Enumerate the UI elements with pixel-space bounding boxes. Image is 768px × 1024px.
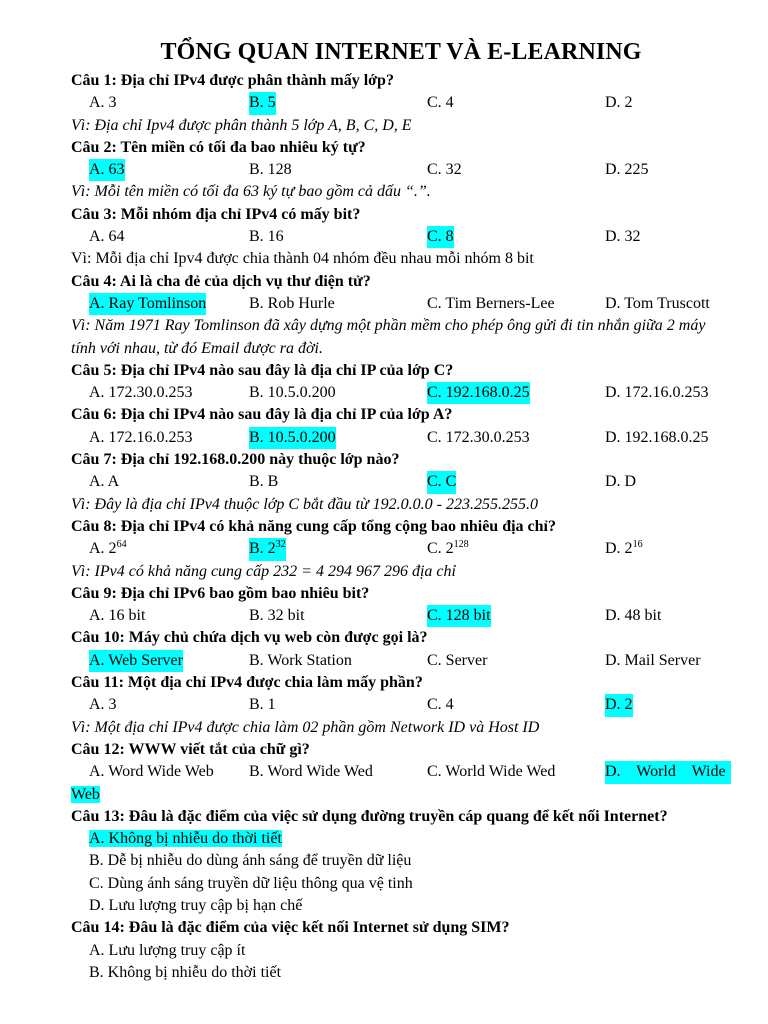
option-a[interactable]: A. Word Wide Web: [89, 763, 214, 781]
option-base: B. 2: [249, 540, 276, 558]
explanation: Vì: Địa chỉ Ipv4 được phân thành 5 lớp A, B, C, D, E: [71, 116, 412, 134]
option-c-correct[interactable]: C. 8: [427, 226, 454, 248]
option-a[interactable]: A. 3: [89, 696, 117, 714]
option-d[interactable]: D. 192.168.0.25: [605, 428, 709, 446]
option-a-correct[interactable]: A. Web Server: [89, 650, 183, 672]
question-10: Câu 10: Máy chủ chứa dịch vụ web còn được gọi là?: [71, 629, 428, 647]
options-row: [71, 92, 731, 114]
option-a[interactable]: A. Lưu lượng truy cập ít: [89, 941, 246, 959]
explanation: Vì: Đây là địa chỉ IPv4 thuộc lớp C bắt đầu từ 192.0.0.0 - 223.255.255.0: [71, 495, 538, 513]
question-4: Câu 4: Ai là cha đẻ của dịch vụ thư điện tử?: [71, 272, 371, 290]
option-a-row: [71, 828, 731, 850]
option-d[interactable]: D. D: [605, 473, 637, 491]
option-d[interactable]: D. Lưu lượng truy cập bị hạn chế: [89, 896, 303, 914]
question-7: Câu 7: Địa chỉ 192.168.0.200 này thuộc lớp nào?: [71, 451, 400, 469]
option-a[interactable]: A. 64: [89, 228, 125, 246]
option-d[interactable]: D. 172.16.0.253: [605, 384, 709, 402]
option-base: C. 2: [427, 540, 454, 558]
options-row: [71, 293, 731, 315]
option-d[interactable]: D. 32: [605, 228, 641, 246]
question-8: Câu 8: Địa chỉ IPv4 có khả năng cung cấp tổng cộng bao nhiêu địa chỉ?: [71, 517, 556, 535]
option-d[interactable]: D. Tom Truscott: [605, 294, 710, 312]
options-row: [71, 761, 731, 783]
question-11: Câu 11: Một địa chỉ IPv4 được chia làm mấy phần?: [71, 674, 423, 692]
option-a[interactable]: A. A: [89, 473, 120, 491]
option-d[interactable]: [605, 538, 643, 560]
option-a[interactable]: A. 172.30.0.253: [89, 384, 193, 402]
option-b[interactable]: B. Word Wide Wed: [249, 763, 373, 781]
question-1: Câu 1: Địa chỉ IPv4 được phân thành mấy lớp?: [71, 72, 394, 89]
option-base: A. 2: [89, 540, 117, 558]
explanation-line-2: tính với nhau, từ đó Email được ra đời.: [71, 339, 323, 357]
question-2: Câu 2: Tên miền có tối đa bao nhiêu ký tự?: [71, 138, 366, 156]
option-c[interactable]: C. 172.30.0.253: [427, 428, 530, 446]
option-c[interactable]: C. 32: [427, 161, 462, 179]
options-row: [71, 427, 731, 449]
explanation: Vì: IPv4 có khả năng cung cấp 232 = 4 294 967 296 địa chỉ: [71, 562, 456, 580]
option-b[interactable]: B. 16: [249, 228, 284, 246]
options-row: [71, 538, 731, 560]
option-c[interactable]: C. Dùng ánh sáng truyền dữ liệu thông qua vệ tinh: [89, 874, 413, 892]
option-b-correct[interactable]: B. 5: [249, 92, 276, 114]
question-6: Câu 6: Địa chỉ IPv4 nào sau đây là địa chỉ IP của lớp A?: [71, 406, 453, 424]
explanation: Vì: Mỗi địa chỉ Ipv4 được chia thành 04 nhóm đều nhau mỗi nhóm 8 bit: [71, 250, 534, 268]
option-d[interactable]: D. 225: [605, 161, 649, 179]
option-b[interactable]: B. Rob Hurle: [249, 294, 335, 312]
question-3: Câu 3: Mỗi nhóm địa chỉ IPv4 có mấy bit?: [71, 205, 361, 223]
option-exponent: 128: [453, 539, 469, 551]
question-5: Câu 5: Địa chỉ IPv4 nào sau đây là địa chỉ IP của lớp C?: [71, 361, 454, 379]
option-d[interactable]: D. 2: [605, 94, 633, 112]
option-c[interactable]: C. Tim Berners-Lee: [427, 294, 555, 312]
option-c[interactable]: C. Server: [427, 651, 488, 669]
option-d-correct[interactable]: D. World Wide: [605, 761, 731, 783]
document-title: TỔNG QUAN INTERNET VÀ E-LEARNING: [160, 39, 642, 65]
question-14: Câu 14: Đâu là đặc điểm của việc kết nối Internet sử dụng SIM?: [71, 919, 510, 937]
options-row: [71, 694, 731, 716]
option-b[interactable]: B. 1: [249, 696, 276, 714]
question-9: Câu 9: Địa chỉ IPv6 bao gồm bao nhiêu bit?: [71, 584, 370, 602]
options-row: [71, 650, 731, 672]
question-12: Câu 12: WWW viết tắt của chữ gì?: [71, 740, 310, 758]
option-d-tail[interactable]: Web: [71, 785, 100, 803]
option-b[interactable]: B. 10.5.0.200: [249, 384, 336, 402]
option-b-correct[interactable]: [249, 538, 286, 560]
option-a[interactable]: A. 16 bit: [89, 607, 146, 625]
option-c[interactable]: C. 4: [427, 696, 454, 714]
option-d[interactable]: D. Mail Server: [605, 651, 701, 669]
explanation-line-1: Vì: Năm 1971 Ray Tomlinson đã xây dựng một phần mềm cho phép ông gửi đi tin nhắn giữa 2 máy: [71, 317, 706, 335]
explanation: Vì: Mỗi tên miền có tối đa 63 ký tự bao gồm cả dấu “.”.: [71, 183, 431, 201]
options-row: [71, 159, 731, 181]
option-b[interactable]: B. Không bị nhiễu do thời tiết: [89, 963, 282, 981]
option-d-continuation: [71, 784, 731, 806]
options-row: [71, 605, 731, 627]
option-c[interactable]: C. World Wide Wed: [427, 763, 556, 781]
option-a[interactable]: [89, 538, 127, 560]
option-c[interactable]: [427, 538, 469, 560]
options-row: [71, 226, 731, 248]
option-c-correct[interactable]: C. C: [427, 471, 456, 493]
option-a-correct[interactable]: A. Ray Tomlinson: [89, 293, 206, 315]
option-a-correct[interactable]: A. Không bị nhiễu do thời tiết: [89, 830, 282, 848]
option-exponent: 64: [116, 539, 127, 551]
option-b-correct[interactable]: B. 10.5.0.200: [249, 427, 336, 449]
option-base: D. 2: [605, 540, 633, 558]
option-a[interactable]: A. 3: [89, 94, 117, 112]
option-c-correct[interactable]: C. 128 bit: [427, 605, 491, 627]
question-13: Câu 13: Đâu là đặc điểm của việc sử dụng đường truyền cáp quang để kết nối Internet?: [71, 807, 668, 825]
document-page: [71, 34, 731, 984]
options-row: [71, 382, 731, 404]
option-b[interactable]: B. Dễ bị nhiễu do dùng ánh sáng để truyền dữ liệu: [89, 852, 412, 870]
option-exponent: 16: [632, 539, 643, 551]
option-exponent: 32: [275, 539, 286, 551]
option-a-correct[interactable]: A. 63: [89, 159, 125, 181]
explanation: Vì: Một địa chỉ IPv4 được chia làm 02 phần gồm Network ID và Host ID: [71, 718, 540, 736]
option-c[interactable]: C. 4: [427, 94, 454, 112]
option-b[interactable]: B. Work Station: [249, 651, 352, 669]
option-b[interactable]: B. B: [249, 473, 279, 491]
option-d[interactable]: D. 48 bit: [605, 607, 662, 625]
option-b[interactable]: B. 128: [249, 161, 292, 179]
option-c-correct[interactable]: C. 192.168.0.25: [427, 382, 530, 404]
options-row: [71, 471, 731, 493]
option-a[interactable]: A. 172.16.0.253: [89, 428, 193, 446]
option-d-correct[interactable]: D. 2: [605, 694, 633, 716]
option-b[interactable]: B. 32 bit: [249, 607, 305, 625]
